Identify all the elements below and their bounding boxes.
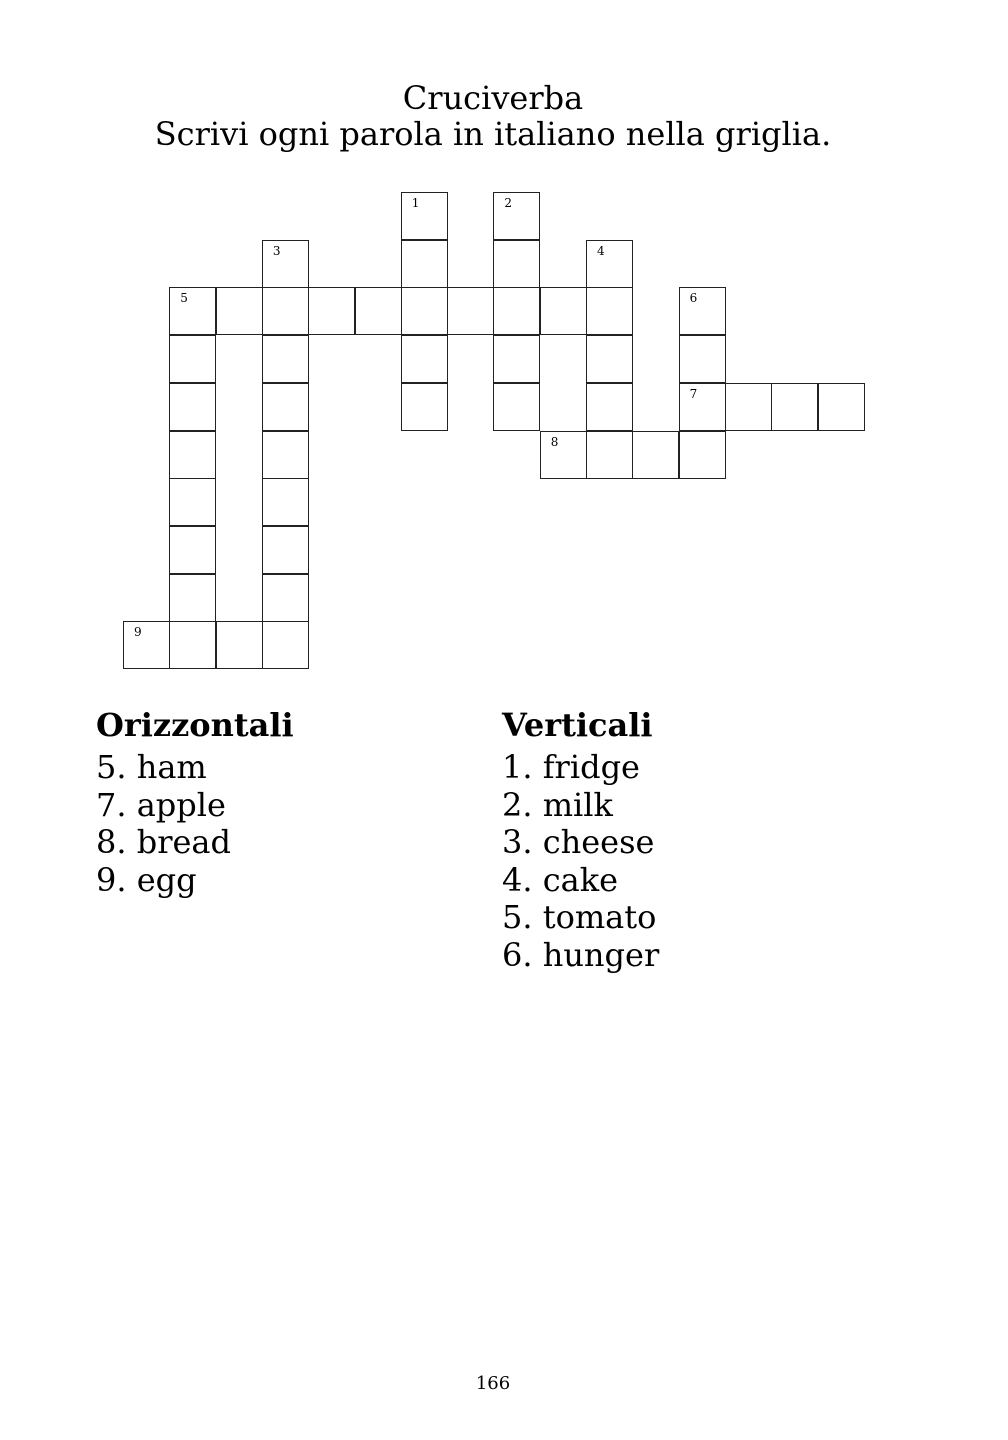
crossword-cell[interactable]	[586, 335, 633, 383]
crossword-cell[interactable]	[679, 287, 726, 335]
clue-number: 5	[180, 291, 188, 306]
clue-number: 4	[597, 243, 605, 258]
crossword-cell[interactable]	[169, 335, 216, 383]
crossword-cell[interactable]	[169, 287, 216, 335]
crossword-cell[interactable]	[818, 383, 865, 431]
crossword-cell[interactable]	[401, 383, 448, 431]
crossword-cell[interactable]	[725, 383, 772, 431]
crossword-cell[interactable]	[262, 240, 309, 288]
crossword-cell[interactable]	[262, 574, 309, 622]
crossword-cell[interactable]	[401, 287, 448, 335]
crossword-cell[interactable]	[493, 383, 540, 431]
crossword-cell[interactable]	[493, 240, 540, 288]
crossword-cell[interactable]	[262, 526, 309, 574]
clue-number: 1	[411, 196, 420, 210]
crossword-cell[interactable]	[216, 621, 263, 669]
across-clue-item: 8. bread	[96, 823, 231, 861]
crossword-cell[interactable]	[169, 526, 216, 574]
crossword-cell[interactable]	[679, 335, 726, 383]
crossword-cell[interactable]	[401, 335, 448, 383]
crossword-cell[interactable]	[493, 192, 540, 240]
clue-number: 6	[689, 291, 698, 306]
crossword-cell[interactable]	[262, 621, 309, 669]
down-clue-item: 3. cheese	[502, 823, 655, 861]
across-clue-item: 7. apple	[96, 785, 226, 824]
crossword-cell[interactable]	[586, 287, 633, 335]
down-clue-item: 2. milk	[502, 785, 613, 824]
clue-number: 9	[134, 625, 142, 640]
down-clue-item: 6. hunger	[502, 935, 660, 974]
crossword-cell[interactable]	[216, 287, 263, 335]
crossword-cell[interactable]	[540, 287, 587, 335]
crossword-cell[interactable]	[262, 287, 309, 335]
across-clue-item: 5. ham	[96, 748, 207, 786]
crossword-cell[interactable]	[586, 431, 633, 479]
crossword-cell[interactable]	[771, 383, 818, 431]
crossword-cell[interactable]	[540, 431, 587, 479]
crossword-grid	[0, 0, 1008, 700]
crossword-cell[interactable]	[401, 192, 448, 240]
crossword-cell[interactable]	[262, 335, 309, 383]
crossword-cell[interactable]	[493, 335, 540, 383]
page-title: Cruciverba	[402, 79, 584, 117]
down-clue-item: 1. fridge	[502, 748, 640, 786]
crossword-cell[interactable]	[632, 431, 679, 479]
crossword-cell[interactable]	[169, 431, 216, 479]
crossword-cell[interactable]	[355, 287, 402, 335]
page-subtitle: Scrivi ogni parola in italiano nella griglia.	[154, 115, 832, 153]
crossword-cell[interactable]	[262, 383, 309, 431]
crossword-cell[interactable]	[262, 478, 309, 526]
crossword-cell[interactable]	[679, 383, 726, 431]
down-clues	[502, 705, 659, 974]
clue-number: 3	[272, 243, 281, 258]
crossword-cell[interactable]	[308, 287, 355, 335]
crossword-cell[interactable]	[401, 240, 448, 288]
crossword-cell[interactable]	[586, 383, 633, 431]
crossword-cell[interactable]	[447, 287, 494, 335]
page-number: 166	[475, 1373, 511, 1394]
down-clue-item: 4. cake	[502, 860, 619, 899]
down-clue-item: 5. tomato	[502, 898, 657, 936]
clue-number: 8	[550, 434, 559, 449]
crossword-cell[interactable]	[169, 574, 216, 622]
crossword-cell[interactable]	[586, 240, 633, 288]
across-clue-item: 9. egg	[96, 860, 197, 899]
down-heading: Verticali	[502, 706, 653, 744]
crossword-cell[interactable]	[169, 478, 216, 526]
crossword-cell[interactable]	[123, 621, 170, 669]
crossword-cell[interactable]	[169, 621, 216, 669]
clue-number: 7	[689, 386, 698, 401]
crossword-cell[interactable]	[262, 431, 309, 479]
crossword-cell[interactable]	[679, 431, 726, 479]
clue-number: 2	[504, 196, 513, 210]
across-heading: Orizzontali	[96, 706, 294, 744]
crossword-cell[interactable]	[169, 383, 216, 431]
crossword-cell[interactable]	[493, 287, 540, 335]
across-clues	[96, 705, 294, 899]
